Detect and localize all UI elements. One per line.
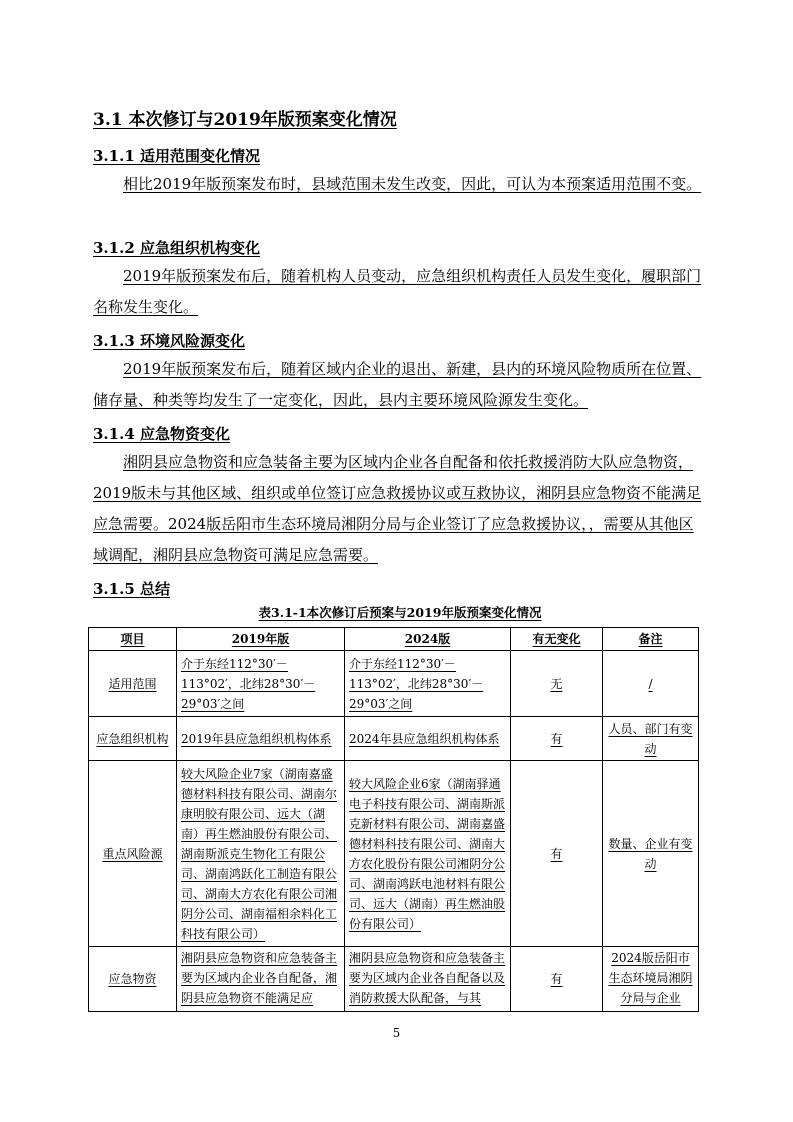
header-note: 备注 [603,628,699,651]
header-item: 项目 [89,628,177,651]
section-title: 3.1 本次修订与2019年版预案变化情况 [93,110,397,130]
row-item: 应急组织机构 [89,717,177,761]
row-2019: 2019年县应急组织机构体系 [177,717,345,761]
row-item: 重点风险源 [89,761,177,947]
subsection-heading-risk-source: 3.1.3 环境风险源变化 [93,332,245,350]
page-number: 5 [392,1026,401,1040]
table-row [89,717,699,761]
summary-heading: 3.1.5 总结 [93,580,170,598]
row-2019: 介于东经112°30′－113°02′，北纬28°30′－29°03′之间 [177,651,345,717]
table-caption: 表3.1-1本次修订后预案与2019年版预案变化情况 [258,605,542,620]
subsection-heading-supplies: 3.1.4 应急物资变化 [93,425,230,443]
row-change: 有 [511,947,603,1012]
row-2019: 较大风险企业7家（湖南嘉盛德材料科技有限公司、湖南尔康明胶有限公司、远大（湖南）再生燃油股份有限公司、湖南斯派克生物化工有限公司、湖南鸿跃化工制造有限公司、湖南大方农化有限公司湘阴分公司、湖南福相余料化工科技有限公司） [177,761,345,947]
table-row [89,947,699,1012]
row-2019: 湘阴县应急物资和应急装备主要为区域内企业各自配备，湘阴县应急物资不能满足应 [177,947,345,1012]
row-note: / [603,651,699,717]
paragraph-risk-source: 2019年版预案发布后，随着区域内企业的退出、新建，县内的环境风险物质所在位置、储存量、种类等均发生了一定变化，因此，县内主要环境风险源发生变化。 [93,360,702,409]
paragraph-organization: 2019年版预案发布后，随着机构人员变动，应急组织机构责任人员发生变化，履职部门名称发生变化。 [93,267,702,316]
header-2019: 2019年版 [177,628,345,651]
table-header-row [89,628,699,651]
table-row [89,761,699,947]
table-row [89,651,699,717]
row-2024: 介于东经112°30′－113°02′，北纬28°30′－29°03′之间 [345,651,511,717]
row-note: 人员、部门有变动 [603,717,699,761]
paragraph-scope: 相比2019年版预案发布时，县域范围未发生改变，因此，可认为本预案适用范围不变。 [123,175,702,193]
row-note: 2024版岳阳市生态环境局湘阴分局与企业 [603,947,699,1012]
row-2024: 较大风险企业6家（湖南驿通电子科技有限公司、湖南斯派克新材料有限公司、湖南嘉盛德材料科技有限公司、湖南大方农化股份有限公司湘阴分公司、湖南鸿跃电池材料有限公司、远大（湖南）再生燃油股份有限公司） [345,761,511,947]
row-change: 无 [511,651,603,717]
row-2024: 2024年县应急组织机构体系 [345,717,511,761]
paragraph-supplies: 湘阴县应急物资和应急装备主要为区域内企业各自配备和依托救援消防大队应急物资，2019版未与其他区域、组织或单位签订应急救援协议或互救协议，湘阴县应急物资不能满足应急需要。2024版岳阳市生态环境局湘阴分局与企业签订了应急救援协议，，需要从其他区域调配，湘阴县应急物资可满足应急需要。 [93,453,702,564]
row-note: 数量、企业有变动 [603,761,699,947]
row-2024: 湘阴县应急物资和应急装备主要为区域内企业各自配备以及消防救援大队配备，与其 [345,947,511,1012]
header-change: 有无变化 [511,628,603,651]
change-comparison-table [88,627,699,1012]
header-2024: 2024版 [345,628,511,651]
subsection-heading-organization: 3.1.2 应急组织机构变化 [93,239,260,257]
row-change: 有 [511,761,603,947]
subsection-heading-scope: 3.1.1 适用范围变化情况 [93,147,260,165]
row-item: 适用范围 [89,651,177,717]
row-change: 有 [511,717,603,761]
row-item: 应急物资 [89,947,177,1012]
